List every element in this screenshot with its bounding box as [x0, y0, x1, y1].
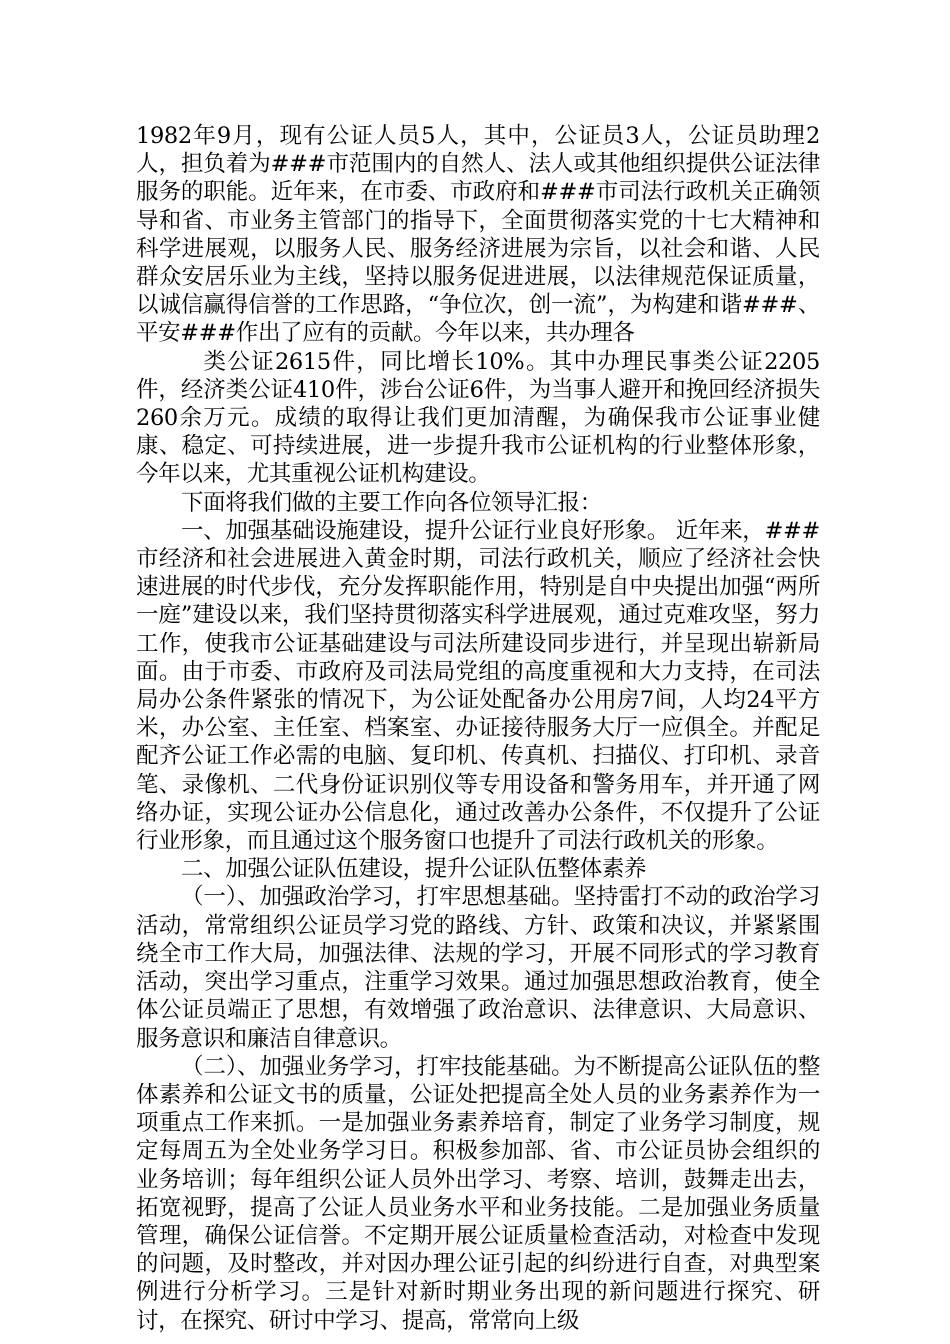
paragraph-subsection-political-study: （一）、加强政治学习，打牢思想基础。坚持雷打不动的政治学习活动，常常组织公证员学习党的路线、方针、政策和决议，并紧紧围绕全市工作大局，加强法律、法规的学习，开展不同形式的学习教育活动，突出学习重点，注重学习效果。通过加强思想政治教育，使全体公证员端正了思想，有效增强了政治意识、法律意识、大局意识、服务意识和廉洁自律意识。 — [136, 884, 820, 1052]
paragraph-section-two-heading: 二、加强公证队伍建设，提升公证队伍整体素养 — [181, 856, 647, 883]
paragraph-statistics: 类公证2615件，同比增长10%。其中办理民事类公证2205件，经济类公证410件，涉台公证6件，为当事人避开和挽回经济损失260余万元。成绩的取得让我们更加清醒，为确保我市公证事业健康、稳定、可持续进展，进一步提升我市公证机构的行业整体形象，今年以来，尤其重视公证机构建设。 — [136, 348, 820, 488]
document-body — [136, 122, 820, 1335]
paragraph-subsection-business-study: （二）、加强业务学习，打牢技能基础。为不断提高公证队伍的整体素养和公证文书的质量，公证处把提高全处人员的业务素养作为一项重点工作来抓。一是加强业务素养培育，制定了业务学习制度，规定每周五为全处业务学习日。积极参加部、省、市公证员协会组织的业务培训；每年组织公证人员外出学习、考察、培训，鼓舞走出去，拓宽视野，提高了公证人员业务水平和业务技能。二是加强业务质量管理，确保公证信誉。不定期开展公证质量检查活动，对检查中发现的问题，及时整改，并对因办理公证引起的纠纷进行自查，对典型案例进行分析学习。三是针对新时期业务出现的新问题进行探究、研讨，在探究、研讨中学习、提高，常常向上级 — [136, 1053, 820, 1334]
paragraph-section-one: 一、加强基础设施建设，提升公证行业良好形象。 近年来，###市经济和社会进展进入黄金时期，司法行政机关，顺应了经济社会快速进展的时代步伐，充分发挥职能作用，特别是自中央提出加强“两所一庭”建设以来，我们坚持贯彻落实科学进展观，通过克难攻坚，努力工作，使我市公证基础建设与司法所建设同步进行，并呈现出崭新局面。由于市委、市政府及司法局党组的高度重视和大力支持，在司法局办公条件紧张的情况下，为公证处配备办公用房7间，人均24平方米，办公室、主任室、档案室、办证接待服务大厅一应俱全。并配足配齐公证工作必需的电脑、复印机、传真机、扫描仪、打印机、录音笔、录像机、二代身份证识别仪等专用设备和警务用车，并开通了网络办证，实现公证办公信息化，通过改善办公条件，不仅提升了公证行业形象，而且通过这个服务窗口也提升了司法行政机关的形象。 — [136, 517, 820, 855]
paragraph-report-lead: 下面将我们做的主要工作向各位领导汇报： — [181, 489, 602, 516]
paragraph-intro: 1982年9月，现有公证人员5人，其中，公证员3人，公证员助理2人，担负着为###市范围内的自然人、法人或其他组织提供公证法律服务的职能。近年来，在市委、市政府和###市司法行政机关正确领导和省、市业务主管部门的指导下，全面贯彻落实党的十七大精神和科学进展观，以服务人民、服务经济进展为宗旨，以社会和谐、人民群众安居乐业为主线，坚持以服务促进进展，以法律规范保证质量，以诚信赢得信誉的工作思路，“争位次，创一流”，为构建和谐###、平安###作出了应有的贡献。今年以来，共办理各 — [136, 123, 820, 347]
